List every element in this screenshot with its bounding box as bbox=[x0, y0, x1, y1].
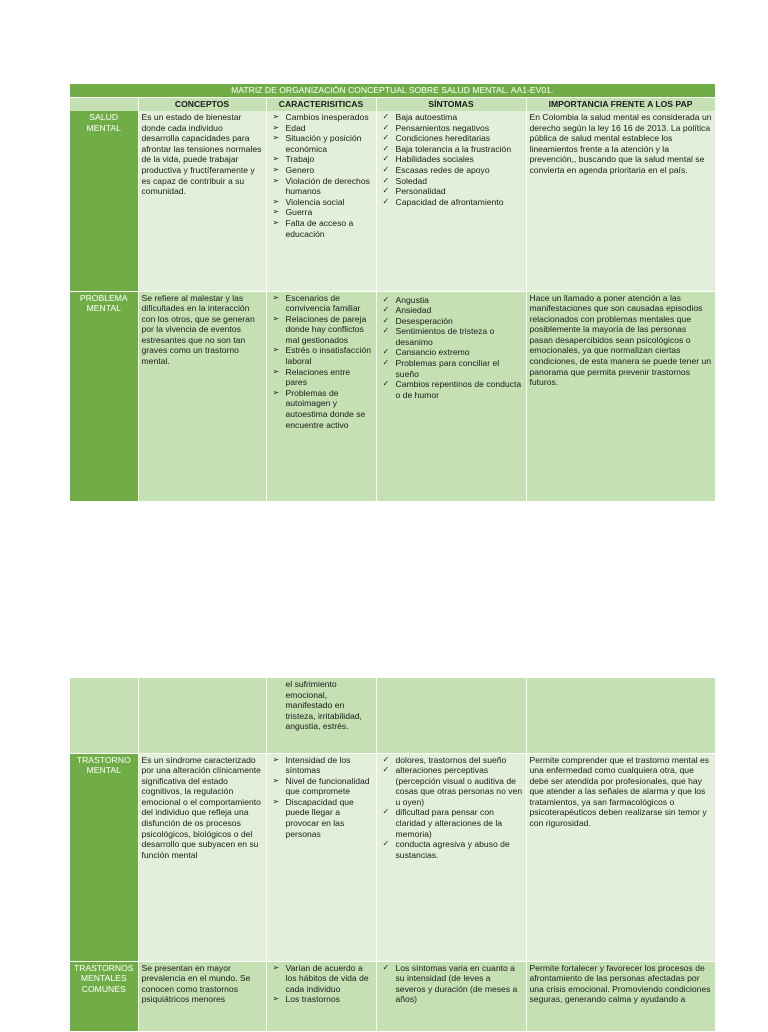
list-item bbox=[380, 305, 523, 316]
check-bullet-icon: ✓ bbox=[382, 379, 390, 389]
list-item-text: Situación y posición económica bbox=[285, 133, 362, 154]
list-item bbox=[380, 316, 523, 327]
list-item bbox=[380, 358, 523, 379]
header-symptoms: SÍNTOMAS bbox=[376, 98, 526, 112]
list-item bbox=[270, 797, 373, 839]
check-bullet-icon: ✓ bbox=[382, 133, 390, 143]
row-label-trastornos-mentales-comunes: TRASTORNOS MENTALES COMUNES bbox=[70, 961, 138, 1031]
list-item bbox=[380, 176, 523, 187]
arrow-bullet-icon: ➢ bbox=[272, 217, 280, 227]
list-item-text: Discapacidad que puede llegar a provocar en las personas bbox=[285, 796, 354, 839]
check-bullet-icon: ✓ bbox=[382, 326, 390, 336]
concept-cell: Es un estado de bienestar donde cada individuo desarrolla capacidades para afrontar las tensiones normales de la vida, puede trabajar productiva y fructíferamente y es capaz de contribuir a su comunidad. bbox=[138, 111, 266, 291]
header-characteristics: CARACTERISITICAS bbox=[266, 98, 376, 112]
check-bullet-icon: ✓ bbox=[382, 164, 390, 174]
arrow-bullet-icon: ➢ bbox=[272, 387, 280, 397]
arrow-bullet-icon: ➢ bbox=[272, 207, 280, 217]
list-item bbox=[380, 154, 523, 165]
arrow-bullet-icon: ➢ bbox=[272, 196, 280, 206]
symptoms-list bbox=[380, 755, 523, 861]
list-item bbox=[270, 176, 373, 197]
list-item-text: Capacidad de afrontamiento bbox=[395, 196, 504, 207]
list-item bbox=[270, 367, 373, 388]
list-item-text: conducta agresiva y abuso de sustancias. bbox=[395, 839, 510, 860]
header-empty bbox=[70, 98, 138, 112]
list-item-text: Angustia bbox=[395, 294, 429, 305]
list-item-text: Cansancio extremo bbox=[395, 347, 470, 358]
list-item-text: Baja autoestima bbox=[395, 112, 458, 122]
list-item bbox=[380, 295, 523, 306]
list-item bbox=[380, 807, 523, 839]
list-item bbox=[270, 776, 373, 797]
list-item-text: alteraciones perceptivas (percepción visual o auditiva de cosas que otras personas no ven u oyen) bbox=[395, 765, 523, 807]
characteristics-continuation: el sufrimiento emocional, manifestado en tristeza, irritabilidad, angustia, estrés. bbox=[266, 678, 376, 753]
check-bullet-icon: ✓ bbox=[382, 112, 390, 121]
list-item bbox=[380, 379, 523, 400]
list-item-text: Desesperación bbox=[395, 315, 453, 326]
header-concepts: CONCEPTOS bbox=[138, 98, 266, 112]
list-item bbox=[380, 963, 523, 1005]
arrow-bullet-icon: ➢ bbox=[272, 366, 280, 376]
list-item-text: Ansiedad bbox=[395, 305, 432, 316]
importance-cell: Hace un llamado a poner atención a las manifestaciones que son causadas episodios relacionados con problemas mentales que posiblemente la mayoría de las personas pasan desapercibidos sean psicológicos o emocionales, ya que normalizan ciertas condiciones, de esta manera se puede tener un panorama que permita prevenir trastornos futuros. bbox=[526, 291, 715, 501]
concept-cell: Se presentan en mayor prevalencia en el mundo. Se conocen como trastornos psiquiátricos menores bbox=[138, 961, 266, 1031]
row-label-trastorno-mental: TRASTORNO MENTAL bbox=[70, 753, 138, 961]
list-item bbox=[380, 165, 523, 176]
list-item-text: Intensidad de los síntomas bbox=[285, 754, 351, 776]
list-item bbox=[380, 186, 523, 197]
list-item-text: Soledad bbox=[395, 175, 428, 186]
arrow-bullet-icon: ➢ bbox=[272, 994, 280, 1004]
list-item-text: Habilidades sociales bbox=[395, 154, 474, 165]
check-bullet-icon: ✓ bbox=[382, 765, 390, 775]
characteristics-list bbox=[270, 293, 373, 431]
list-item bbox=[270, 207, 373, 218]
importance-cell: Permite fortalecer y favorecer los procesos de afrontamiento de las personas afectadas por una crisis emocional. Promoviendo condiciones seguras, generando calma y ayudando a bbox=[526, 961, 715, 1031]
list-item-text: Sentimientos de tristeza o desanimo bbox=[395, 326, 495, 347]
arrow-bullet-icon: ➢ bbox=[272, 112, 280, 121]
importance-cell: Permite comprender que el trastorno mental es una enfermedad como cualquiera otra, que debe ser atendida por profesionales, que hay que atender a las señales de alarma y que los tratamientos, ya san farmacológicos o psicoterapéuticos deben realizarse sin temor y con rigurosidad. bbox=[526, 753, 715, 961]
symptoms-list bbox=[380, 112, 523, 207]
arrow-bullet-icon: ➢ bbox=[272, 313, 280, 323]
list-item bbox=[270, 197, 373, 208]
importance-cell: En Colombia la salud mental es considerada un derecho según la ley 16 16 de 2013. La política pública de salud mental establece los lineamientos frente a la atención y la prevención,, buscando que la salud mental se convierta en agenda prioritaria en el país. bbox=[526, 111, 715, 291]
list-item bbox=[380, 839, 523, 860]
arrow-bullet-icon: ➢ bbox=[272, 164, 280, 174]
concept-cell: Se refiere al malestar y las dificultades en la interacción con los otros, que se generan por la vivencia de eventos estresantes que no son tan graves como un trastorno mental. bbox=[138, 291, 266, 501]
list-item-text: Problemas para conciliar el sueño bbox=[395, 358, 500, 379]
list-item-text: Estrés o insatisfacción laboral bbox=[285, 345, 371, 367]
check-bullet-icon: ✓ bbox=[382, 754, 390, 764]
check-bullet-icon: ✓ bbox=[382, 122, 390, 132]
check-bullet-icon: ✓ bbox=[382, 305, 390, 315]
list-item-text: Trabajo bbox=[285, 154, 315, 165]
list-item-text: Los trastornos bbox=[285, 994, 340, 1005]
list-item bbox=[270, 123, 373, 134]
list-item-text: Nivel de funcionalidad que compromete bbox=[285, 775, 370, 797]
list-item-text: Edad bbox=[285, 122, 306, 133]
list-item bbox=[380, 123, 523, 134]
check-bullet-icon: ✓ bbox=[382, 839, 390, 849]
list-item-text: Condiciones hereditarias bbox=[395, 133, 491, 144]
list-item-text: Baja tolerancia a la frustración bbox=[395, 143, 512, 154]
list-item bbox=[270, 314, 373, 346]
list-item bbox=[270, 293, 373, 314]
characteristics-list bbox=[270, 963, 373, 1005]
arrow-bullet-icon: ➢ bbox=[272, 754, 280, 764]
list-item-text: Relaciones entre pares bbox=[285, 366, 350, 388]
header-importance: IMPORTANCIA FRENTE A LOS PAP bbox=[526, 98, 715, 112]
list-item-text: Personalidad bbox=[395, 186, 446, 197]
list-item bbox=[380, 144, 523, 155]
check-bullet-icon: ✓ bbox=[382, 196, 390, 206]
list-item-text: Genero bbox=[285, 164, 315, 175]
list-item bbox=[380, 755, 523, 766]
list-item bbox=[270, 994, 373, 1005]
list-item bbox=[380, 347, 523, 358]
list-item-text: Falta de acceso a educación bbox=[285, 217, 354, 239]
list-item-text: Guerra bbox=[285, 207, 313, 218]
list-item bbox=[380, 133, 523, 144]
arrow-bullet-icon: ➢ bbox=[272, 175, 280, 185]
list-item bbox=[270, 218, 373, 239]
list-item-text: Relaciones de pareja donde hay conflictos mal gestionados bbox=[285, 313, 367, 345]
check-bullet-icon: ✓ bbox=[382, 315, 390, 325]
list-item-text: dolores, trastornos del sueño bbox=[395, 754, 507, 765]
characteristics-list bbox=[270, 755, 373, 840]
list-item bbox=[380, 197, 523, 208]
row-label-problema-mental: PROBLEMA MENTAL bbox=[70, 291, 138, 501]
symptoms-list bbox=[380, 963, 523, 1005]
list-item bbox=[270, 755, 373, 776]
list-item bbox=[270, 345, 373, 366]
row-label-salud-mental: SALUD MENTAL bbox=[70, 111, 138, 291]
check-bullet-icon: ✓ bbox=[382, 186, 390, 196]
list-item-text: Escasas redes de apoyo bbox=[395, 164, 490, 175]
list-item bbox=[270, 165, 373, 176]
concept-matrix-table-page1 bbox=[70, 84, 716, 502]
arrow-bullet-icon: ➢ bbox=[272, 775, 280, 785]
list-item bbox=[380, 765, 523, 807]
arrow-bullet-icon: ➢ bbox=[272, 796, 280, 806]
arrow-bullet-icon: ➢ bbox=[272, 154, 280, 164]
arrow-bullet-icon: ➢ bbox=[272, 122, 280, 132]
list-item-text: Los síntomas varia en cuanto a su intensidad (de leves a severos y duración (de meses a años) bbox=[395, 962, 518, 1005]
list-item-text: Problemas de autoimagen y autoestima donde se encuentre activo bbox=[285, 387, 366, 430]
check-bullet-icon: ✓ bbox=[382, 143, 390, 153]
check-bullet-icon: ✓ bbox=[382, 154, 390, 164]
characteristics-list bbox=[270, 112, 373, 239]
list-item bbox=[380, 326, 523, 347]
arrow-bullet-icon: ➢ bbox=[272, 962, 280, 972]
list-item-text: Cambios inesperados bbox=[285, 112, 369, 122]
list-item-text: Pensamientos negativos bbox=[395, 122, 490, 133]
list-item-text: dificultad para pensar con claridad y alteraciones de la memoria) bbox=[395, 807, 503, 839]
list-item bbox=[270, 154, 373, 165]
table-title: MATRIZ DE ORGANIZACIÓN CONCEPTUAL SOBRE SALUD MENTAL. AA1-EV01. bbox=[70, 84, 715, 98]
check-bullet-icon: ✓ bbox=[382, 347, 390, 357]
check-bullet-icon: ✓ bbox=[382, 807, 390, 817]
list-item-text: Cambios repentinos de conducta o de humor bbox=[395, 379, 522, 400]
list-item bbox=[270, 963, 373, 995]
symptoms-list bbox=[380, 295, 523, 401]
arrow-bullet-icon: ➢ bbox=[272, 292, 280, 302]
concept-matrix-table-page2 bbox=[70, 678, 716, 1032]
list-item bbox=[270, 388, 373, 430]
list-item-text: Violación de derechos humanos bbox=[285, 175, 370, 197]
check-bullet-icon: ✓ bbox=[382, 962, 390, 972]
arrow-bullet-icon: ➢ bbox=[272, 345, 280, 355]
list-item bbox=[270, 112, 373, 123]
list-item bbox=[270, 133, 373, 154]
arrow-bullet-icon: ➢ bbox=[272, 133, 280, 143]
list-item-text: Violencia social bbox=[285, 196, 345, 207]
list-item bbox=[380, 112, 523, 123]
check-bullet-icon: ✓ bbox=[382, 294, 390, 304]
check-bullet-icon: ✓ bbox=[382, 358, 390, 368]
list-item-text: Escenarios de convivencia familiar bbox=[285, 292, 361, 314]
concept-cell: Es un síndrome caracterizado por una alteración clínicamente significativa del estado cognitivos, la regulación emocional o el comportamiento del individuo que refleja una disfunción de os procesos psicológicos, biológicos o del desarrollo que subyacen en su función mental bbox=[138, 753, 266, 961]
list-item-text: Varían de acuerdo a los hábitos de vida de cada individuo bbox=[285, 962, 369, 994]
check-bullet-icon: ✓ bbox=[382, 175, 390, 185]
